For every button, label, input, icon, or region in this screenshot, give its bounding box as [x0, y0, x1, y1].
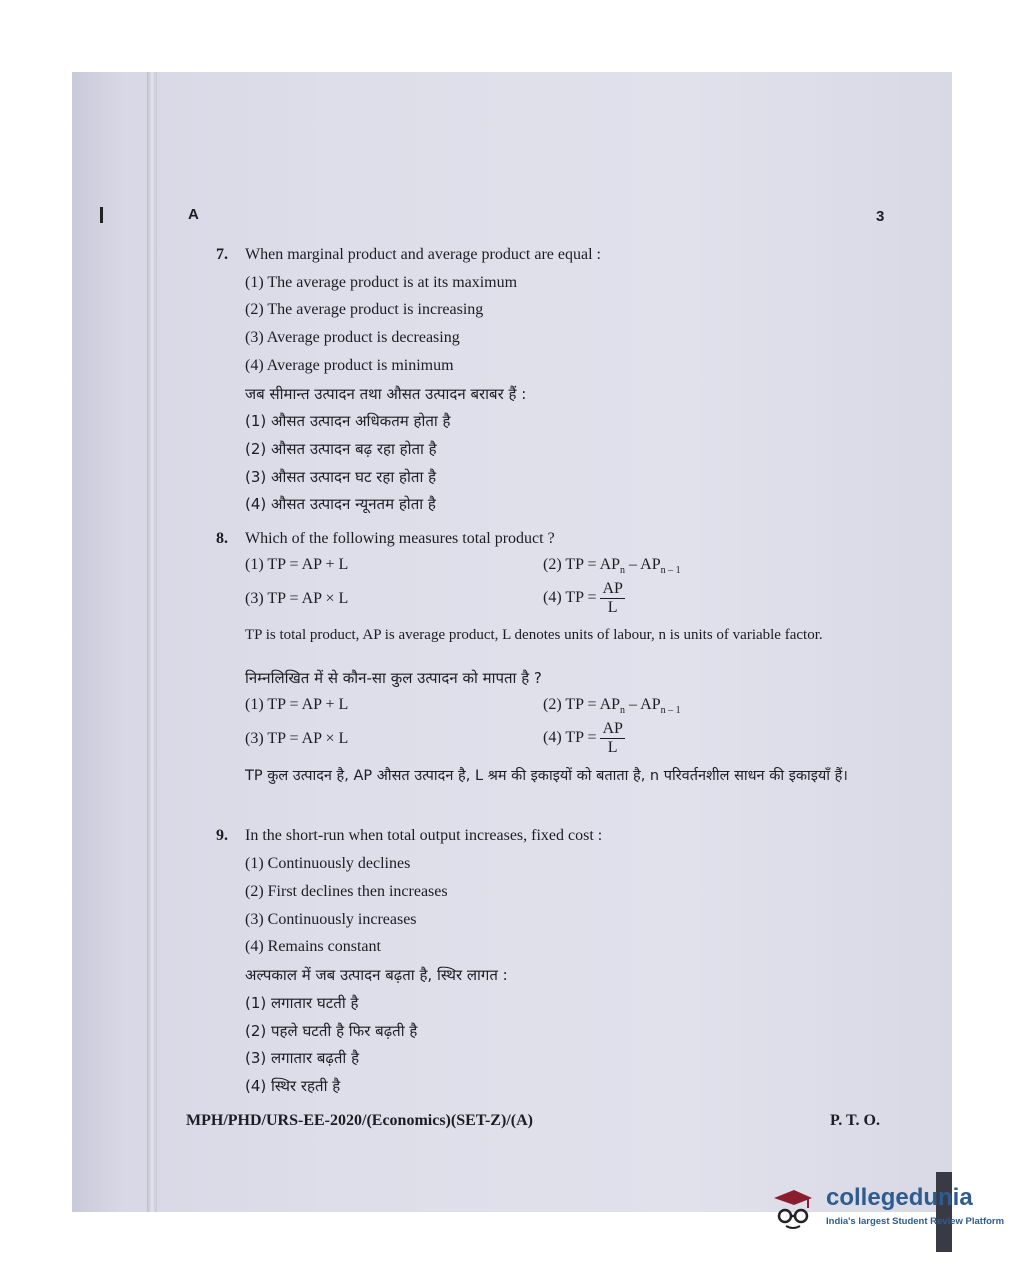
option-4-prefix: (4) TP = — [543, 729, 597, 747]
option-2-prefix: (2) TP = AP — [543, 556, 621, 573]
question-8 — [216, 530, 876, 820]
option-1-en: (1) TP = AP + L — [245, 556, 349, 573]
subscript-n-minus-1: n – 1 — [660, 565, 681, 577]
option-4-hi — [543, 720, 625, 757]
question-stem-hi: निम्नलिखित में से कौन-सा कुल उत्पादन को मापता है ? — [245, 669, 542, 687]
margin-mark — [100, 207, 103, 223]
option-3-en: (3) TP = AP × L — [245, 590, 349, 607]
subscript-n: n — [620, 705, 626, 717]
note-en: TP is total product, AP is average product, L denotes units of labour, n is units of variable factor. — [245, 627, 823, 643]
option-en: (2) First declines then increases — [245, 883, 448, 900]
question-7 — [216, 244, 876, 524]
question-stem-en: When marginal product and average product are equal : — [245, 246, 601, 263]
question-stem-en: In the short-run when total output increases, fixed cost : — [245, 827, 603, 844]
please-turn-over: P. T. O. — [830, 1112, 880, 1129]
option-hi: (3) लगातार बढ़ती है — [245, 1049, 360, 1067]
option-2-en — [543, 556, 681, 576]
option-3-hi: (3) TP = AP × L — [245, 730, 349, 747]
option-1-hi: (1) TP = AP + L — [245, 696, 349, 713]
option-4-en — [543, 580, 625, 617]
option-en: (4) Average product is minimum — [245, 357, 454, 374]
exam-code: MPH/PHD/URS-EE-2020/(Economics)(SET-Z)/(A) — [186, 1112, 533, 1129]
brand-tagline: India's largest Student Review Platform — [826, 1216, 1005, 1227]
collegedunia-watermark — [768, 1182, 1005, 1242]
subscript-n: n — [620, 565, 626, 577]
option-4-prefix: (4) TP = — [543, 589, 597, 607]
question-stem-en: Which of the following measures total product ? — [245, 530, 555, 547]
page-number: 3 — [876, 208, 885, 225]
option-hi: (4) स्थिर रहती है — [245, 1077, 341, 1095]
option-hi: (1) औसत उत्पादन अधिकतम होता है — [245, 412, 451, 430]
option-2-hi — [543, 696, 681, 716]
option-en: (1) The average product is at its maximum — [245, 274, 518, 291]
fraction — [600, 720, 624, 757]
subscript-n-minus-1: n – 1 — [660, 705, 681, 717]
question-9 — [216, 827, 876, 1097]
option-en: (3) Average product is decreasing — [245, 329, 460, 346]
option-2-prefix: (2) TP = AP — [543, 696, 621, 713]
option-2-mid: – AP — [625, 696, 661, 713]
option-2-mid: – AP — [625, 556, 661, 573]
page-fold — [147, 72, 157, 1212]
fraction-denominator: L — [607, 599, 618, 616]
option-hi: (2) औसत उत्पादन बढ़ रहा होता है — [245, 440, 437, 458]
fraction-numerator: AP — [602, 720, 623, 737]
question-number: 8. — [216, 530, 228, 547]
option-hi: (1) लगातार घटती है — [245, 994, 359, 1012]
option-hi: (3) औसत उत्पादन घट रहा होता है — [245, 468, 437, 486]
question-number: 7. — [216, 246, 228, 263]
question-stem-hi: जब सीमान्त उत्पादन तथा औसत उत्पादन बराबर हैं : — [245, 385, 527, 403]
brand-name: collegedunia — [826, 1184, 973, 1211]
option-en: (4) Remains constant — [245, 938, 381, 955]
question-stem-hi: अल्पकाल में जब उत्पादन बढ़ता है, स्थिर लागत : — [245, 966, 508, 984]
fraction-numerator: AP — [602, 580, 623, 597]
fraction — [600, 580, 624, 617]
question-number: 9. — [216, 827, 228, 844]
option-hi: (2) पहले घटती है फिर बढ़ती है — [245, 1022, 418, 1040]
option-hi: (4) औसत उत्पादन न्यूनतम होता है — [245, 495, 436, 513]
fraction-denominator: L — [607, 739, 618, 756]
graduate-cap-glasses-icon — [768, 1186, 816, 1230]
option-en: (2) The average product is increasing — [245, 301, 484, 318]
section-letter: A — [188, 206, 199, 223]
option-en: (1) Continuously declines — [245, 855, 411, 872]
option-en: (3) Continuously increases — [245, 911, 417, 928]
note-hi: TP कुल उत्पादन है, AP औसत उत्पादन है, L श्रम की इकाइयों को बताता है, n परिवर्तनशील साधन की इकाइयाँ हैं। — [245, 768, 848, 784]
